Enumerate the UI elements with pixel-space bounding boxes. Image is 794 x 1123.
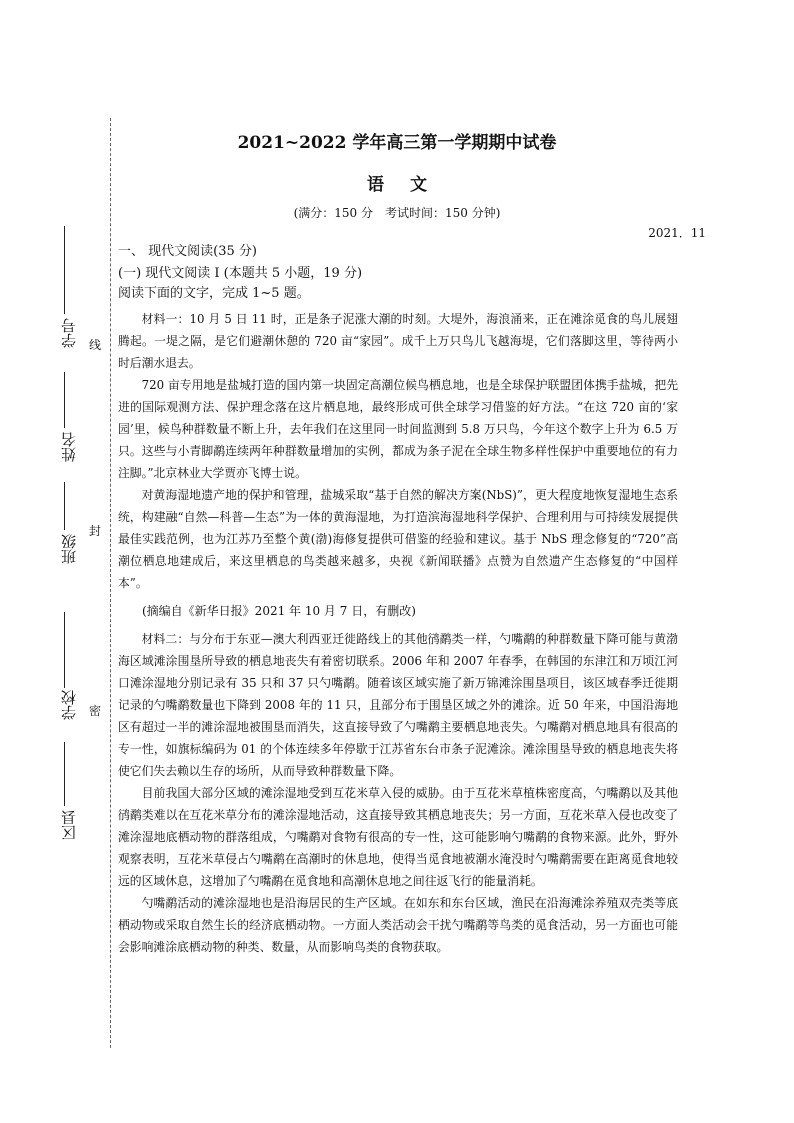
binding-char-seal: 封 <box>89 524 102 538</box>
school-label: 学校 <box>60 690 78 720</box>
name-blank[interactable] <box>64 372 65 428</box>
section-subheading: (一) 现代文阅读 I (本题共 5 小题，19 分) <box>118 266 363 281</box>
material2-paragraph-2: 目前我国大部分区域的滩涂湿地受到互花米草入侵的威胁。由于互花米草植株密度高，勺嘴鹬以及其他鸻鹬类难以在互花米草分布的滩涂湿地活动，这直接导致其栖息地丧失；另一方面，互花米草入侵也改变了滩涂湿地底栖动物的群落组成，勺嘴鹬对食物有很高的专一性，这可能影响勺嘴鹬的食物来源。此外，野外观察表明，互花米草侵占勺嘴鹬在高潮时的休息地，使得当觅食地被潮水淹没时勺嘴鹬需要在距离觅食地较远的区域休息，这增加了勺嘴鹬在觅食地和高潮休息地之间往返飞行的能量消耗。 <box>118 786 678 888</box>
binding-char-line: 线 <box>89 338 102 352</box>
class-blank[interactable] <box>64 482 65 530</box>
material2-paragraph-3: 勺嘴鹬活动的滩涂湿地也是沿海居民的生产区域。在如东和东台区域，渔民在沿海滩涂养殖双壳类等底栖动物或采取自然生长的经济底栖动物。一方面人类活动会干扰勺嘴鹬等鸟类的觅食活动，另一方面也可能会影响滩涂底栖动物的种类、数量，从而影响鸟类的食物获取。 <box>118 896 678 954</box>
exam-content <box>118 242 678 958</box>
class-label: 班级 <box>60 534 78 564</box>
student-id-field <box>58 318 78 348</box>
binding-line <box>110 118 111 1048</box>
exam-title: 2021~2022 学年高三第一学期期中试卷 <box>237 133 557 153</box>
instruction: 阅读下面的文字，完成 1~5 题。 <box>118 286 310 301</box>
school-field <box>58 690 78 720</box>
name-field <box>58 432 78 462</box>
material2-paragraph-1: 材料二：与分布于东亚—澳大利西亚迁徙路线上的其他鸻鹬类一样，勺嘴鹬的种群数量下降可能与黄渤海区域滩涂围垦所导致的栖息地丧失有着密切联系。2006 年和 2007 年春季，在韩国的东津江和万顷江河口滩涂湿地分别记录有 35 只和 37 只勺嘴鹬。随着该区域实施了新万锦滩涂围垦项目，该区域春季迁徙期记录的勺嘴鹬数量也下降到 2008 年的 11 只，且部分布于围垦区域之外的滩涂。近 50 年来，中国沿海地区有超过一半的滩涂湿地被围垦而消失，这直接导致了勺嘴鹬主要栖息地丧失。勺嘴鹬对栖息地具有很高的专一性，如旗标编码为 01 的个体连续多年停歇于江苏省东台市条子泥滩涂。滩涂围垦导致的栖息地丧失将使它们失去赖以生存的场所，从而导致种群数量下降。 <box>118 632 678 778</box>
school-blank[interactable] <box>64 612 65 688</box>
exam-date: 2021．11 <box>648 226 706 240</box>
material1-paragraph-2: 720 亩专用地是盐城打造的国内第一块固定高潮位候鸟栖息地，也是全球保护联盟团体携手盐城，把先进的国际观测方法、保护理念落在这片栖息地，最终形成可供全球学习借鉴的好方法。“在这 720 亩的‘家园’里，候鸟种群数量不断上升，去年我们在这里同一时间监测到 5.8 万只鸟，今年这个数字上升为 6.5 万只。这些与小青脚鹬连续两年种群数量增加的实例，都成为条子泥在全球生物多样性保护中重要地位的有力注脚。”北京林业大学贾亦飞博士说。 <box>118 378 678 480</box>
district-blank[interactable] <box>64 742 65 806</box>
district-label: 区县 <box>60 810 78 840</box>
subject-title: 语文 <box>367 175 453 195</box>
class-field <box>58 534 78 564</box>
material1-paragraph-3: 对黄海湿地遗产地的保护和管理，盐城采取“基于自然的解决方案(NbS)”，更大程度地恢复湿地生态系统，构建融“自然—科普—生态”为一体的黄海湿地，为打造滨海湿地科学保护、合理利用与可持续发展提供最佳实践范例，也为江苏乃至整个黄(渤)海修复提供可借鉴的经验和建议。基于 NbS 理念修复的“720”高潮位栖息地建成后，来这里栖息的鸟类越来越多，央视《新闻联播》点赞为自然遗产生态修复的“中国样本”。 <box>118 488 678 590</box>
material1-source: (摘编自《新华日报》2021 年 10 月 7 日，有删改) <box>142 604 416 618</box>
student-id-label: 学号 <box>60 318 78 348</box>
binding-char-secret: 密 <box>89 704 102 718</box>
district-field <box>58 810 78 840</box>
exam-meta: (满分：150 分 考试时间：150 分钟) <box>293 206 501 220</box>
name-label: 姓名 <box>60 432 78 462</box>
student-id-blank[interactable] <box>64 226 65 314</box>
material1-paragraph-1: 材料一：10 月 5 日 11 时，正是条子泥涨大潮的时刻。大堤外，海浪涌来，正在滩涂觅食的鸟儿展翅腾起。一堤之隔，是它们避潮休憩的 720 亩“家园”。成千上万只鸟儿飞越海堤，它们落脚这里，等待两小时后潮水退去。 <box>118 312 678 370</box>
section-heading: 一、 现代文阅读(35 分) <box>118 244 257 259</box>
